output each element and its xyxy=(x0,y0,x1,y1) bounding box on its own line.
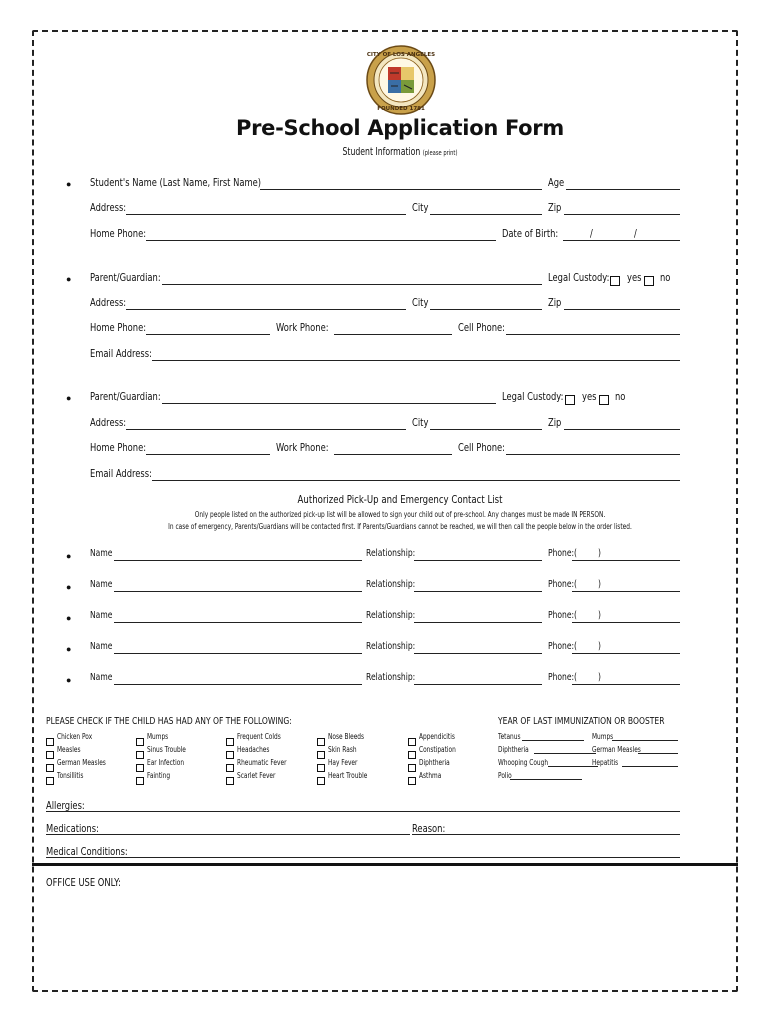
student-address-label: Address: xyxy=(90,201,127,214)
age-field[interactable] xyxy=(566,189,680,190)
guardian2-cell-phone-label: Cell Phone: xyxy=(458,441,506,454)
bullet: ● xyxy=(66,274,72,284)
condition-label: Nose Bleeds xyxy=(328,732,365,741)
medications-field[interactable] xyxy=(46,834,410,835)
allergies-label: Allergies: xyxy=(46,799,85,812)
condition-label: Measles xyxy=(57,745,81,754)
condition-label: Appendicitis xyxy=(419,732,455,741)
pickup-phone-open: ( xyxy=(574,548,577,559)
immunization-label: Diphtheria xyxy=(498,745,529,754)
pickup-phone-field[interactable] xyxy=(572,591,680,592)
condition-label: Asthma xyxy=(419,771,442,780)
student-name-field[interactable] xyxy=(260,189,542,190)
condition-label: Rheumatic Fever xyxy=(237,758,287,767)
guardian2-work-phone-field[interactable] xyxy=(334,454,452,455)
pickup-name-field[interactable] xyxy=(114,622,362,623)
bullet: ● xyxy=(66,582,72,592)
condition-checkbox[interactable] xyxy=(408,771,418,789)
guardian1-city-label: City xyxy=(412,296,429,309)
page-title: Pre-School Application Form xyxy=(236,116,564,140)
condition-label: Constipation xyxy=(419,745,456,754)
condition-label: German Measles xyxy=(57,758,106,767)
guardian2-address-label: Address: xyxy=(90,416,127,429)
guardian2-city-field[interactable] xyxy=(430,429,542,430)
condition-checkbox[interactable] xyxy=(46,771,56,789)
condition-label: Heart Trouble xyxy=(328,771,368,780)
pickup-phone-close: ) xyxy=(598,610,601,621)
condition-label: Scarlet Fever xyxy=(237,771,276,780)
condition-checkbox[interactable] xyxy=(226,771,236,789)
student-home-phone-label: Home Phone: xyxy=(90,227,147,240)
condition-label: Skin Rash xyxy=(328,745,357,754)
immunization-label: Whooping Cough xyxy=(498,758,549,767)
subtitle-note: (please print) xyxy=(422,149,458,157)
guardian2-custody-label: Legal Custody: xyxy=(502,390,564,403)
condition-label: Hay Fever xyxy=(328,758,358,767)
pickup-note-2: In case of emergency, Parents/Guardians will be contacted first. If Parents/Guardians cannot be reached, we will then call the people below in the order listed. xyxy=(168,522,632,531)
bullet: ● xyxy=(66,393,72,403)
pickup-relationship-label: Relationship: xyxy=(366,672,416,683)
pickup-relationship-field[interactable] xyxy=(414,653,542,654)
guardian1-home-phone-field[interactable] xyxy=(146,334,270,335)
condition-label: Frequent Colds xyxy=(237,732,281,741)
immunization-year-field[interactable] xyxy=(548,766,598,767)
pickup-phone-field[interactable] xyxy=(572,653,680,654)
guardian1-city-field[interactable] xyxy=(430,309,542,310)
guardian2-home-phone-field[interactable] xyxy=(146,454,270,455)
condition-label: Sinus Trouble xyxy=(147,745,186,754)
condition-label: Chicken Pox xyxy=(57,732,93,741)
guardian1-custody-label: Legal Custody: xyxy=(548,271,610,284)
pickup-phone-label: Phone: xyxy=(548,641,575,652)
pickup-name-label: Name xyxy=(90,672,113,683)
medical-conditions-label: Medical Conditions: xyxy=(46,845,128,858)
dob-field[interactable] xyxy=(563,240,680,241)
guardian2-zip-field[interactable] xyxy=(564,429,680,430)
pickup-note-1: Only people listed on the authorized pick-up list will be allowed to sign your child out of pre-school. Any changes must be made IN PERSON. xyxy=(194,510,606,519)
guardian2-email-label: Email Address: xyxy=(90,467,152,480)
pickup-phone-label: Phone: xyxy=(548,548,575,559)
pickup-phone-label: Phone: xyxy=(548,579,575,590)
page-subtitle xyxy=(72,146,728,158)
guardian2-custody-yes-checkbox[interactable] xyxy=(565,391,577,409)
guardian1-zip-label: Zip xyxy=(548,296,562,309)
immunization-year-field[interactable] xyxy=(510,779,582,780)
condition-label: Headaches xyxy=(237,745,270,754)
guardian1-zip-field[interactable] xyxy=(564,309,680,310)
pickup-phone-open: ( xyxy=(574,672,577,683)
student-home-phone-field[interactable] xyxy=(146,240,496,241)
student-name-label: Student's Name (Last Name, First Name) xyxy=(90,176,262,189)
guardian2-cell-phone-field[interactable] xyxy=(506,454,680,455)
immunization-year-field[interactable] xyxy=(522,740,584,741)
guardian1-address-label: Address: xyxy=(90,296,127,309)
condition-checkbox[interactable] xyxy=(136,771,146,789)
bullet: ● xyxy=(66,644,72,654)
guardian2-zip-label: Zip xyxy=(548,416,562,429)
guardian2-email-field[interactable] xyxy=(152,480,680,481)
pickup-phone-field[interactable] xyxy=(572,560,680,561)
condition-label: Ear Infection xyxy=(147,758,185,767)
student-address-field[interactable] xyxy=(126,214,406,215)
medical-conditions-field[interactable] xyxy=(46,857,680,858)
pickup-phone-close: ) xyxy=(598,672,601,683)
guardian2-name-label: Parent/Guardian: xyxy=(90,390,161,403)
pickup-name-field[interactable] xyxy=(114,684,362,685)
guardian1-email-label: Email Address: xyxy=(90,347,152,360)
pickup-relationship-field[interactable] xyxy=(414,591,542,592)
immunization-label: Hepatitis xyxy=(592,758,619,767)
pickup-relationship-field[interactable] xyxy=(414,622,542,623)
condition-label: Fainting xyxy=(147,771,171,780)
pickup-phone-label: Phone: xyxy=(548,672,575,683)
guardian1-email-field[interactable] xyxy=(152,360,680,361)
guardian1-name-field[interactable] xyxy=(162,284,542,285)
guardian2-address-field[interactable] xyxy=(126,429,406,430)
immunization-year-field[interactable] xyxy=(612,740,678,741)
guardian1-cell-phone-field[interactable] xyxy=(506,334,680,335)
pickup-phone-label: Phone: xyxy=(548,610,575,621)
office-divider xyxy=(32,863,738,866)
guardian2-work-phone-label: Work Phone: xyxy=(276,441,329,454)
office-use-label: OFFICE USE ONLY: xyxy=(46,876,122,889)
guardian1-custody-no-checkbox[interactable] xyxy=(644,272,656,290)
guardian2-home-phone-label: Home Phone: xyxy=(90,441,147,454)
pickup-relationship-label: Relationship: xyxy=(366,641,416,652)
guardian1-custody-no-label: no xyxy=(660,271,671,284)
medications-label: Medications: xyxy=(46,822,99,835)
city-seal-icon xyxy=(366,45,436,115)
student-city-field[interactable] xyxy=(430,214,542,215)
conditions-heading: PLEASE CHECK IF THE CHILD HAS HAD ANY OF THE FOLLOWING: xyxy=(46,716,292,727)
pickup-phone-open: ( xyxy=(574,641,577,652)
immunization-label: Tetanus xyxy=(498,732,521,741)
immunization-label: German Measles xyxy=(592,745,641,754)
condition-label: Diphtheria xyxy=(419,758,450,767)
immunization-year-field[interactable] xyxy=(638,753,678,754)
svg-text:FOUNDED 1781: FOUNDED 1781 xyxy=(377,106,425,112)
age-label: Age xyxy=(548,176,565,189)
pickup-name-field[interactable] xyxy=(114,653,362,654)
pickup-name-field[interactable] xyxy=(114,560,362,561)
pickup-name-label: Name xyxy=(90,641,113,652)
pickup-relationship-label: Relationship: xyxy=(366,579,416,590)
dob-separator: / xyxy=(590,227,593,240)
allergies-field[interactable] xyxy=(46,811,680,812)
condition-checkbox[interactable] xyxy=(317,771,327,789)
pickup-heading: Authorized Pick-Up and Emergency Contact List xyxy=(297,493,503,506)
reason-label: Reason: xyxy=(412,822,446,835)
guardian2-custody-yes-label: yes xyxy=(582,390,597,403)
svg-text:CITY OF LOS ANGELES: CITY OF LOS ANGELES xyxy=(366,52,436,58)
subtitle-text: Student Information xyxy=(342,146,421,158)
pickup-relationship-label: Relationship: xyxy=(366,610,416,621)
guardian2-name-field[interactable] xyxy=(162,403,496,404)
student-zip-label: Zip xyxy=(548,201,562,214)
pickup-relationship-field[interactable] xyxy=(414,560,542,561)
pickup-phone-close: ) xyxy=(598,641,601,652)
student-zip-field[interactable] xyxy=(564,214,680,215)
guardian1-address-field[interactable] xyxy=(126,309,406,310)
guardian1-custody-yes-checkbox[interactable] xyxy=(610,272,622,290)
guardian2-custody-no-checkbox[interactable] xyxy=(599,391,611,409)
immunization-year-field[interactable] xyxy=(534,753,596,754)
guardian1-work-phone-field[interactable] xyxy=(334,334,452,335)
guardian1-custody-yes-label: yes xyxy=(627,271,642,284)
dob-separator: / xyxy=(634,227,637,240)
pickup-phone-close: ) xyxy=(598,548,601,559)
pickup-name-label: Name xyxy=(90,548,113,559)
pickup-phone-close: ) xyxy=(598,579,601,590)
pickup-name-label: Name xyxy=(90,610,113,621)
pickup-phone-field[interactable] xyxy=(572,622,680,623)
guardian1-cell-phone-label: Cell Phone: xyxy=(458,321,506,334)
bullet: ● xyxy=(66,613,72,623)
guardian2-custody-no-label: no xyxy=(615,390,626,403)
immunization-label: Polio xyxy=(498,771,512,780)
reason-field[interactable] xyxy=(412,834,680,835)
bullet: ● xyxy=(66,551,72,561)
pickup-phone-field[interactable] xyxy=(572,684,680,685)
guardian1-work-phone-label: Work Phone: xyxy=(276,321,329,334)
bullet: ● xyxy=(66,675,72,685)
pickup-relationship-label: Relationship: xyxy=(366,548,416,559)
immunization-label: Mumps xyxy=(592,732,614,741)
pickup-name-field[interactable] xyxy=(114,591,362,592)
guardian1-home-phone-label: Home Phone: xyxy=(90,321,147,334)
guardian2-city-label: City xyxy=(412,416,429,429)
dob-label: Date of Birth: xyxy=(502,227,559,240)
immunization-heading: YEAR OF LAST IMMUNIZATION OR BOOSTER xyxy=(498,716,665,727)
pickup-phone-open: ( xyxy=(574,610,577,621)
pickup-phone-open: ( xyxy=(574,579,577,590)
condition-label: Mumps xyxy=(147,732,169,741)
guardian1-name-label: Parent/Guardian: xyxy=(90,271,161,284)
student-city-label: City xyxy=(412,201,429,214)
bullet: ● xyxy=(66,179,72,189)
immunization-year-field[interactable] xyxy=(622,766,678,767)
pickup-name-label: Name xyxy=(90,579,113,590)
condition-label: Tonsillitis xyxy=(57,771,84,780)
pickup-relationship-field[interactable] xyxy=(414,684,542,685)
